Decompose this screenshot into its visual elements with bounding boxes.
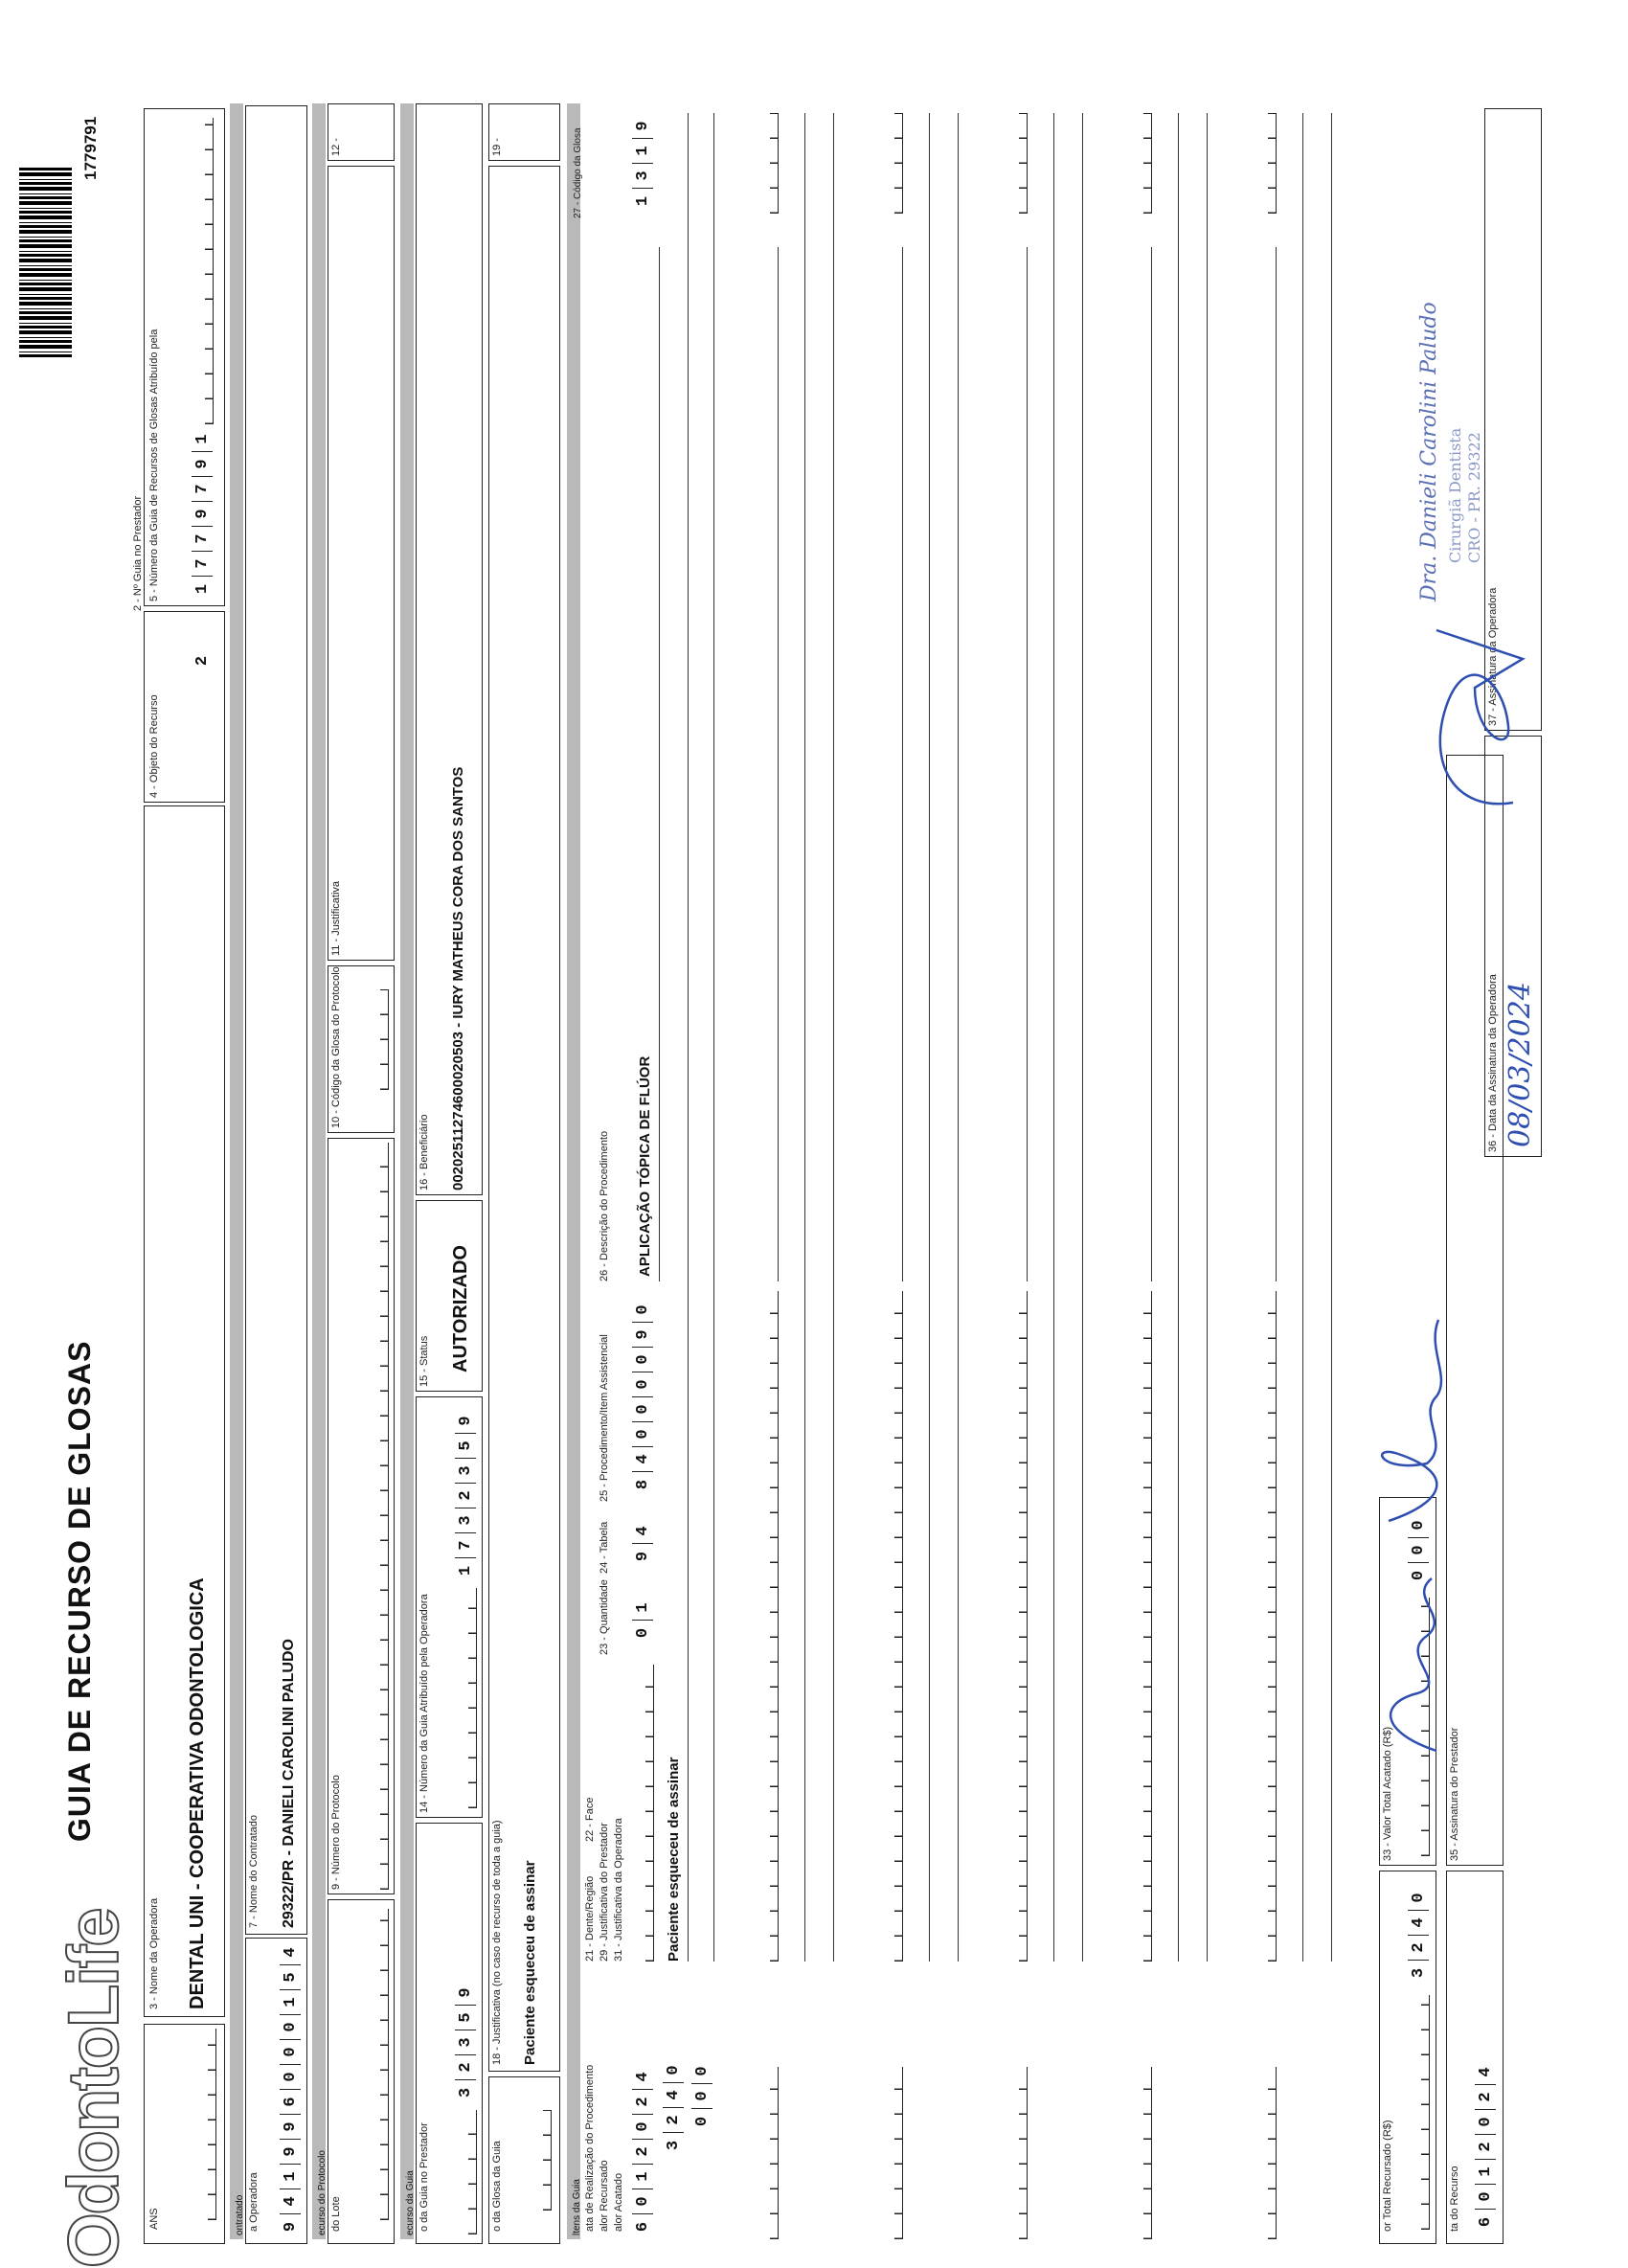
valor-total-acatado-label: 33 - Valor Total Acatado (R$) xyxy=(1382,1726,1393,1861)
lote-label: do Lote xyxy=(330,2196,342,2232)
empty-row-line xyxy=(1207,113,1208,1962)
empty-row-digits xyxy=(1130,2067,1152,2239)
row1-just-line xyxy=(688,113,689,1962)
col-just-operadora-label: 31 - Justificativa da Operadora xyxy=(613,1818,624,1962)
row1-valor-recursado-digits: 3 2 4 0 xyxy=(663,2058,684,2158)
row1-codigo-glosa-digits: 1 3 1 9 xyxy=(632,114,653,214)
row1-op-line xyxy=(713,113,714,1962)
form-title: GUIA DE RECURSO DE GLOSAS xyxy=(62,1340,97,1842)
justificativa-guia-label: 18 - Justificativa (no caso de recurso de toda a guia) xyxy=(491,1820,503,2065)
col-data-label: ata de Realização do Procedimento xyxy=(584,2064,596,2232)
empty-row-digits xyxy=(1006,2067,1028,2239)
empty-row-line xyxy=(1053,113,1054,1962)
col-codigo-glosa-label: 27 - Código da Glosa xyxy=(573,127,583,218)
col-valor-acatado-label: alor Acatado xyxy=(613,2172,624,2232)
empty-row-line xyxy=(1276,247,1277,1281)
empty-row-digits xyxy=(881,2067,903,2239)
numero-guia-recurso-label: 5 - Número da Guia de Recursos de Glosas Atribuído pela xyxy=(148,329,160,601)
assinatura-prestador-label: 35 - Assinatura do Prestador xyxy=(1449,1727,1460,1861)
col-just-prestador-label: 29 - Justificativa do Prestador xyxy=(599,1823,610,1962)
row1-tabela-digits: 9 4 xyxy=(632,1519,653,1569)
items-band: ltens da Guia xyxy=(567,103,580,2239)
guia-prestador-label: 2 - Nº Guia no Prestador xyxy=(132,495,144,611)
empty-row-line xyxy=(1082,113,1083,1962)
guia-band: ecurso da Guia xyxy=(400,103,414,2239)
protocolo-band: ecurso do Protocolo xyxy=(312,103,326,2239)
logo xyxy=(53,1909,134,2268)
empty-row-line xyxy=(929,113,930,1962)
numero-protocolo-label: 9 - Número do Protocolo xyxy=(330,1775,342,1890)
row1-data-digits: 6 0 1 2 0 2 4 xyxy=(632,2065,653,2239)
numero-guia-prestador-label: o da Guia no Prestador xyxy=(418,2122,430,2232)
row1-justificativa: Paciente esqueceu de assinar xyxy=(666,1757,682,1962)
empty-row-digits xyxy=(881,113,903,214)
numero-guia-operadora-label: 14 - Número da Guia Atribuído pela Operadora xyxy=(418,1594,430,1813)
empty-row-line xyxy=(1027,247,1028,1281)
beneficiario-value: 00202511274600020503 - IURY MATHEUS CORA DOS SANTOS xyxy=(450,766,466,1191)
empty-row-line xyxy=(1302,113,1303,1962)
ans-digits xyxy=(194,2029,216,2220)
empty-row-digits xyxy=(881,1291,903,1962)
row1-descricao-line xyxy=(659,247,660,1281)
glosa-guia-digits xyxy=(530,2110,552,2211)
valor-total-acatado-digits: 0 0 0 xyxy=(1408,1513,1429,1588)
empty-row-digits xyxy=(1255,1291,1277,1962)
empty-row-digits xyxy=(1130,1291,1152,1962)
operadora-label: 3 - Nome da Operadora xyxy=(148,1897,160,2009)
empty-row-line xyxy=(1178,113,1179,1962)
stamp-cro: CRO - PR. 29322 xyxy=(1465,432,1483,563)
col-face-label: 22 - Face xyxy=(584,1797,596,1842)
operadora-signature xyxy=(1417,573,1532,822)
empty-row-line xyxy=(833,113,834,1962)
valor-total-recursado-empty xyxy=(1408,1995,1430,2230)
data-assinatura-operadora-value: 08/03/2024 xyxy=(1504,982,1537,1147)
guia-prestador-empty xyxy=(455,2110,477,2234)
beneficiario-box xyxy=(416,103,483,1195)
data-recurso-label: ta do Recurso xyxy=(1449,2166,1460,2232)
operadora-box xyxy=(144,805,225,2017)
stamp-name: Dra. Danieli Carolini Paludo xyxy=(1417,302,1441,601)
valor-total-recursado-digits: 3 2 4 0 xyxy=(1408,1886,1429,1985)
justificativa-protocolo-label: 11 - Justificativa xyxy=(330,880,342,956)
col-valor-recursado-label: alor Recursado xyxy=(599,2160,610,2232)
valor-total-recursado-label: or Total Recursado (R$) xyxy=(1382,2120,1393,2232)
empty-row-digits xyxy=(757,2067,779,2239)
col-procedimento-label: 25 - Procedimento/Item Assistencial xyxy=(599,1334,610,1502)
row1-descricao: APLICAÇÃO TÓPICA DE FLÚOR xyxy=(637,1055,653,1277)
empty-row-digits xyxy=(1006,113,1028,214)
guia-operadora-empty xyxy=(455,1588,477,1808)
empty-row-line xyxy=(804,113,805,1962)
col-dente-label: 21 - Dente/Região xyxy=(584,1875,596,1962)
empty-row-digits xyxy=(1255,2067,1277,2239)
numero-guia-operadora-digits: 1 7 3 2 3 5 9 xyxy=(455,1409,476,1583)
contratado-band: ontratado xyxy=(230,103,243,2239)
codigo-glosa-protocolo-digits xyxy=(367,989,389,1090)
status-label: 15 - Status xyxy=(418,1335,430,1387)
justificativa-protocolo-box xyxy=(328,166,395,961)
objeto-label: 4 - Objeto do Recurso xyxy=(148,694,160,798)
glosa-guia-label: o da Glosa da Guia xyxy=(491,2141,503,2232)
empty-row-digits xyxy=(1255,113,1277,214)
barcode xyxy=(19,166,72,357)
beneficiario-label: 16 - Beneficiário xyxy=(418,1114,430,1191)
operadora-value: DENTAL UNI - COOPERATIVA ODONTOLOGICA xyxy=(187,1577,208,2009)
data-assinatura-operadora-label: 36 - Data da Assinatura da Operadora xyxy=(1487,974,1499,1152)
guia-prestador-value: 1779791 xyxy=(81,116,100,180)
field12-label: 12 - xyxy=(330,138,342,156)
empty-row-digits xyxy=(1006,1291,1028,1962)
row1-valor-acatado-digits: 0 0 0 xyxy=(691,2059,712,2134)
empty-row-digits xyxy=(757,1291,779,1962)
nome-contratado-label: 7 - Nome do Contratado xyxy=(248,1814,260,1928)
empty-row-line xyxy=(1151,247,1152,1281)
status-value: AUTORIZADO xyxy=(450,1245,471,1372)
objeto-digits: 2 xyxy=(193,655,212,667)
logo-text: OdontoLife xyxy=(54,1909,133,2268)
row1-dente-empty xyxy=(632,1665,654,1962)
empty-row-line xyxy=(958,113,959,1962)
codigo-glosa-protocolo-label: 10 - Código da Glosa do Protocolo xyxy=(330,966,342,1128)
ans-label: ANS xyxy=(148,2208,160,2230)
justificativa-guia-box xyxy=(488,166,560,2072)
assinatura-operadora-label: 37 - Assinatura da Operadora xyxy=(1487,587,1499,726)
prestador-signature xyxy=(1360,1262,1465,1760)
lote-digits xyxy=(367,1909,389,2220)
empty-row-line xyxy=(1331,113,1332,1962)
field19-label: 19 - xyxy=(491,138,503,156)
empty-row-line xyxy=(778,247,779,1281)
nome-contratado-value: 29322/PR - DANIELI CAROLINI PALUDO xyxy=(281,1639,297,1928)
empty-row-line xyxy=(902,247,903,1281)
justificativa-guia-value: Paciente esqueceu de assinar xyxy=(522,1860,538,2065)
empty-row-digits xyxy=(1130,113,1152,214)
col-tabela-label: 24 - Tabela xyxy=(599,1521,610,1574)
numero-guia-recurso-digits: 1 7 7 9 7 9 1 xyxy=(192,427,213,601)
data-recurso-digits: 6 0 1 2 0 2 4 xyxy=(1475,2060,1496,2234)
numero-protocolo-digits xyxy=(367,1143,389,1890)
numero-guia-recurso-empty xyxy=(192,118,214,424)
codigo-operadora-digits: 9 4 1 9 9 6 0 0 0 1 5 4 xyxy=(280,1940,301,2239)
stamp-role: Cirurgiã Dentista xyxy=(1446,427,1464,563)
col-descricao-label: 26 - Descrição do Procedimento xyxy=(599,1130,610,1281)
empty-row-digits xyxy=(757,113,779,214)
codigo-operadora-label: a Operadora xyxy=(248,2172,260,2232)
row1-procedimento-digits: 8 4 0 0 0 0 9 0 xyxy=(632,1298,653,1497)
row1-quantidade-digits: 0 1 xyxy=(632,1596,653,1645)
col-quantidade-label: 23 - Quantidade xyxy=(599,1579,610,1655)
nome-contratado-box xyxy=(245,105,307,1935)
numero-guia-prestador-digits: 3 2 3 5 9 xyxy=(455,1981,476,2105)
